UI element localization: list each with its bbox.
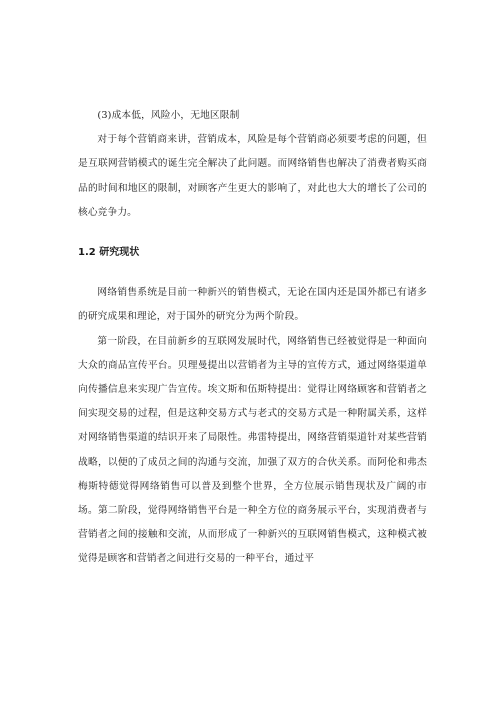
paragraph-cost-risk: 对于每个营销商来讲，营销成本，风险是每个营销商必须要考虑的问题，但是互联网营销模式的诞生完全解决了此问题。而网络销售也解决了消费者购买商品的时间和地区的限制，对顾客产生更大的影响了，对此也大大的增长了公司的核心竞争力。 xyxy=(78,134,427,218)
document-body xyxy=(78,104,427,572)
section-heading: 1.2 研究现状 xyxy=(78,247,140,259)
paragraph-intro: 网络销售系统是目前一种新兴的销售模式，无论在国内还是国外都已有诸多的研究成果和理论，对于国外的研究分为两个阶段。 xyxy=(78,287,427,323)
paragraph-stages: 第一阶段，在目前新乡的互联网发展时代，网络销售已经被觉得是一种面向大众的商品宣传平台。贝理曼提出以营销者为主导的宣传方式，通过网络渠道单向传播信息来实现广告宣传。埃文斯和伍斯特提出：觉得让网络顾客和营销者之间实现交易的过程，但是这种交易方式与老式的交易方式是一种附属关系，这样对网络销售渠道的结识开来了局限性。弗雷特提出，网络营销渠道针对某些营销战略，以便的了成员之间的沟通与交流，加强了双方的合伙关系。而阿伦和弗杰梅斯特德觉得网络销售可以普及到整个世界，全方位展示销售现状及广阔的市场。第二阶段，觉得网络销售平台是一种全方位的商务展示平台，实现消费者与营销者之间的接触和交流，从而形成了一种新兴的互联网销售模式，这种模式被觉得是顾客和营销者之间进行交易的一种平台，通过平 xyxy=(78,335,427,565)
list-item-cost-advantage: (3)成本低，风险小，无地区限制 xyxy=(97,110,240,121)
